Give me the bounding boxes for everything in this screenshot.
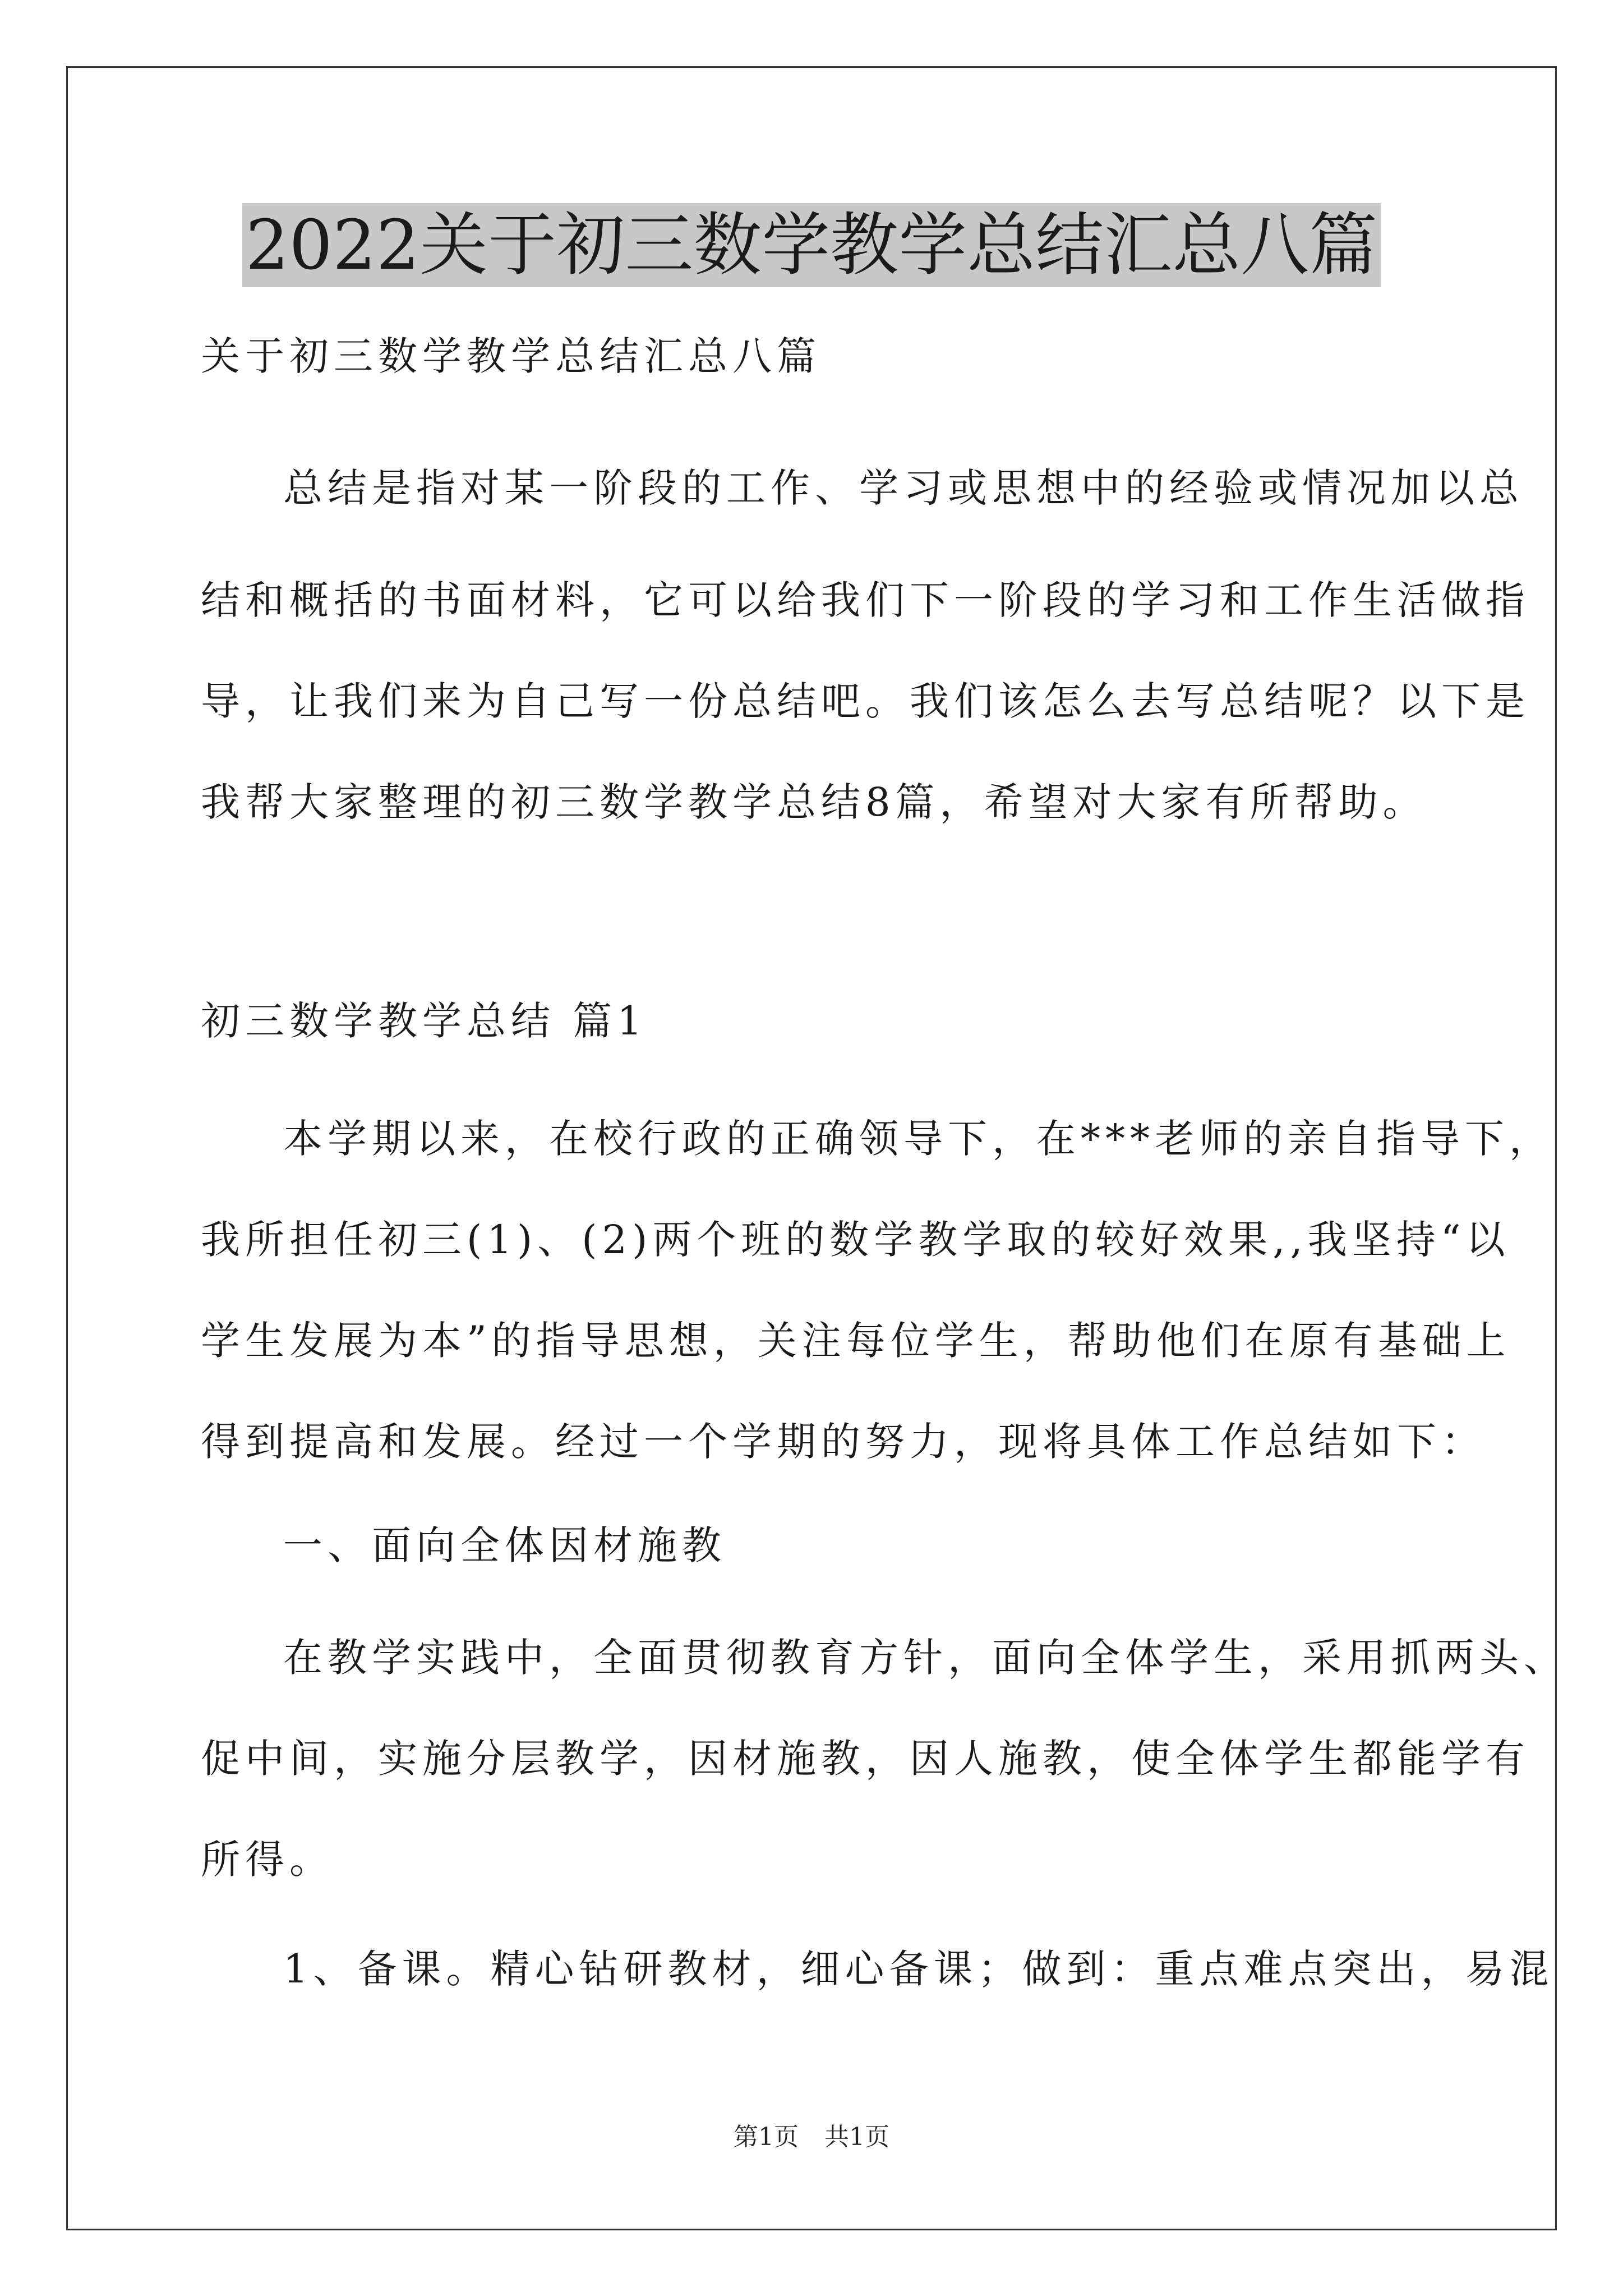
sub-heading: 一、面向全体因材施教 — [283, 1522, 726, 1568]
paragraph-line: 本学期以来，在校行政的正确领导下，在***老师的亲自指导下， — [283, 1116, 1553, 1162]
intro-line: 我帮大家整理的初三数学教学总结8篇，希望对大家有所帮助。 — [201, 779, 1427, 825]
document-title: 2022关于初三数学教学总结汇总八篇 — [0, 203, 1623, 287]
intro-line: 结和概括的书面材料，它可以给我们下一阶段的学习和工作生活做指 — [201, 577, 1530, 623]
page-number: 第1页 — [734, 2123, 799, 2151]
section-heading: 初三数学教学总结 篇1 — [201, 998, 647, 1044]
intro-line: 导，让我们来为自己写一份总结吧。我们该怎么去写总结呢？以下是 — [201, 678, 1530, 724]
paragraph-line: 1、备课。精心钻研教材，细心备课；做到：重点难点突出，易混 — [283, 1946, 1554, 1992]
intro-line: 总结是指对某一阶段的工作、学习或思想中的经验或情况加以总 — [283, 465, 1524, 511]
paragraph-line: 促中间，实施分层教学，因材施教，因人施教，使全体学生都能学有 — [201, 1736, 1530, 1782]
paragraph-line: 我所担任初三(1)、(2)两个班的数学教学取的较好效果,,我坚持“以 — [201, 1217, 1510, 1263]
paragraph-line: 在教学实践中，全面贯彻教育方针，面向全体学生，采用抓两头、 — [283, 1635, 1568, 1681]
paragraph-line: 所得。 — [201, 1837, 334, 1883]
paragraph-line: 得到提高和发展。经过一个学期的努力，现将具体工作总结如下： — [201, 1419, 1486, 1465]
page-total: 共1页 — [824, 2123, 889, 2151]
page-footer — [0, 2120, 1623, 2154]
document-subtitle: 关于初三数学教学总结汇总八篇 — [201, 333, 821, 379]
paragraph-line: 学生发展为本”的指导思想，关注每位学生，帮助他们在原有基础上 — [201, 1318, 1511, 1364]
